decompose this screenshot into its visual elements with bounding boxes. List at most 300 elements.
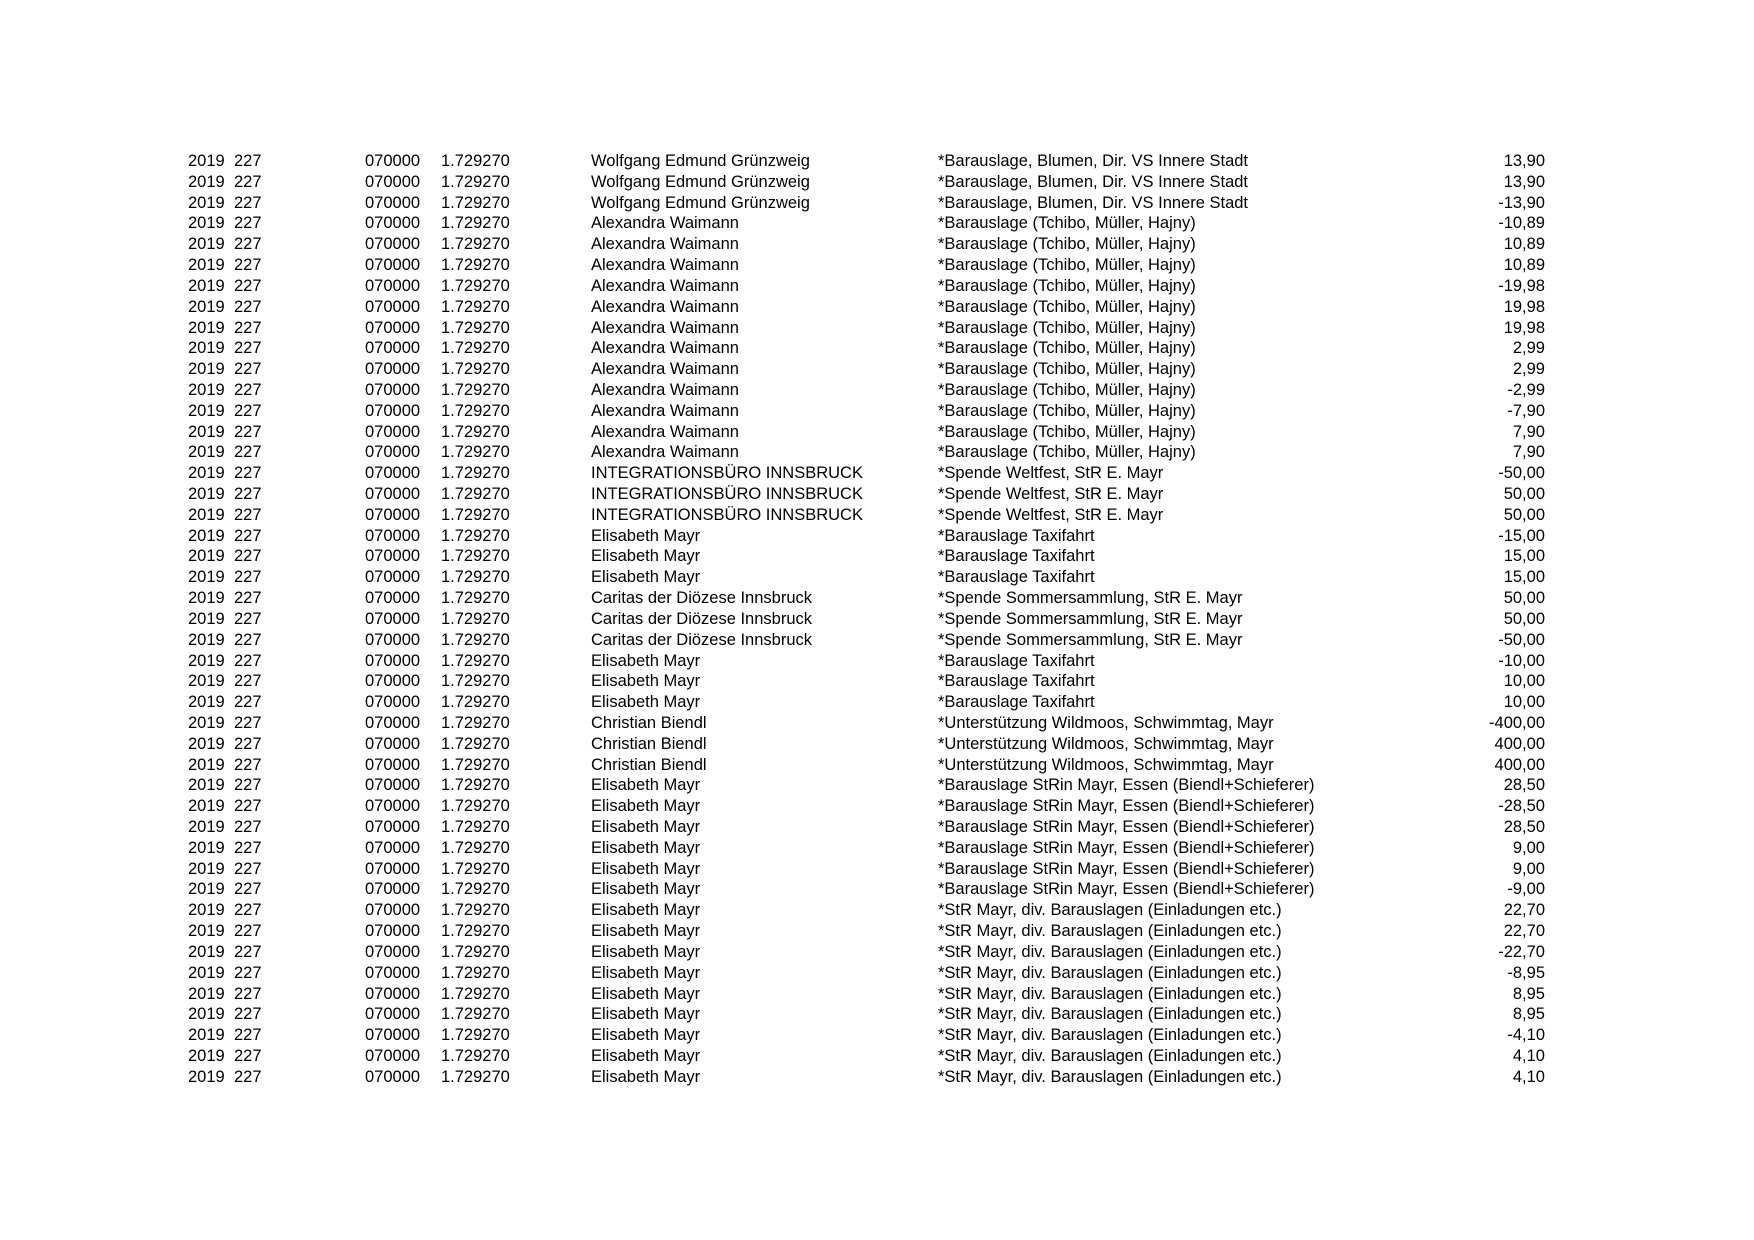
number-cell: 227: [234, 713, 262, 732]
code-cell: 070000: [365, 568, 421, 587]
table-row: [0, 318, 1754, 339]
description-cell: *StR Mayr, div. Barauslagen (Einladungen etc.): [938, 901, 1282, 920]
amount-cell: 8,95: [1512, 984, 1545, 1003]
amount-cell: 50,00: [1503, 609, 1545, 628]
number-cell: 227: [234, 797, 262, 816]
description-cell: *Barauslage StRin Mayr, Essen (Biendl+Schieferer): [938, 776, 1315, 795]
description-cell: *Barauslage Taxifahrt: [938, 693, 1095, 712]
code-cell: 070000: [365, 734, 421, 753]
table-row: [0, 879, 1754, 900]
account-cell: 1.729270: [441, 172, 510, 191]
code-cell: 070000: [365, 922, 421, 941]
ledger-table: [0, 151, 1754, 1088]
year-cell: 2019: [188, 651, 225, 670]
account-cell: 1.729270: [441, 443, 510, 462]
number-cell: 227: [234, 235, 262, 254]
amount-cell: 28,50: [1503, 818, 1545, 836]
number-cell: 227: [234, 776, 262, 795]
year-cell: 2019: [188, 1026, 225, 1045]
table-row: [0, 422, 1754, 443]
table-row: [0, 963, 1754, 984]
amount-cell: 2,99: [1512, 360, 1545, 379]
number-cell: 227: [234, 818, 262, 836]
name-cell: Elisabeth Mayr: [591, 838, 701, 857]
account-cell: 1.729270: [441, 547, 510, 566]
code-cell: 070000: [365, 318, 421, 337]
year-cell: 2019: [188, 1005, 225, 1024]
number-cell: 227: [234, 172, 262, 191]
table-row: [0, 234, 1754, 255]
number-cell: 227: [234, 1046, 262, 1065]
amount-cell: 9,00: [1512, 859, 1545, 878]
code-cell: 070000: [365, 963, 421, 982]
amount-cell: 7,90: [1512, 443, 1545, 462]
table-row: [0, 984, 1754, 1005]
table-row: [0, 775, 1754, 796]
description-cell: *Barauslage Taxifahrt: [938, 547, 1095, 566]
year-cell: 2019: [188, 214, 225, 233]
description-cell: *Barauslage, Blumen, Dir. VS Innere Stadt: [938, 152, 1249, 170]
table-row: [0, 172, 1754, 193]
number-cell: 227: [234, 755, 262, 774]
account-cell: 1.729270: [441, 963, 510, 982]
amount-cell: 7,90: [1512, 422, 1545, 441]
amount-cell: 28,50: [1503, 776, 1545, 795]
table-row: [0, 276, 1754, 297]
amount-cell: 2,99: [1512, 339, 1545, 358]
year-cell: 2019: [188, 193, 225, 212]
table-row: [0, 942, 1754, 963]
table-row: [0, 380, 1754, 401]
number-cell: 227: [234, 589, 262, 608]
account-cell: 1.729270: [441, 838, 510, 857]
amount-cell: -9,00: [1507, 880, 1545, 899]
year-cell: 2019: [188, 922, 225, 941]
number-cell: 227: [234, 547, 262, 566]
description-cell: *Barauslage (Tchibo, Müller, Hajny): [938, 256, 1196, 275]
account-cell: 1.729270: [441, 651, 510, 670]
table-row: [0, 651, 1754, 672]
name-cell: Caritas der Diözese Innsbruck: [591, 589, 813, 608]
description-cell: *Spende Sommersammlung, StR E. Mayr: [938, 630, 1243, 649]
code-cell: 070000: [365, 485, 421, 503]
number-cell: 227: [234, 360, 262, 379]
amount-cell: 19,98: [1503, 297, 1545, 316]
amount-cell: 15,00: [1503, 547, 1545, 566]
name-cell: Alexandra Waimann: [591, 256, 739, 275]
account-cell: 1.729270: [441, 713, 510, 732]
name-cell: Elisabeth Mayr: [591, 1026, 701, 1045]
table-row: [0, 838, 1754, 859]
account-cell: 1.729270: [441, 422, 510, 441]
number-cell: 227: [234, 880, 262, 899]
table-row: [0, 713, 1754, 734]
account-cell: 1.729270: [441, 776, 510, 795]
description-cell: *StR Mayr, div. Barauslagen (Einladungen etc.): [938, 922, 1282, 941]
amount-cell: 10,00: [1503, 693, 1545, 712]
description-cell: *Spende Sommersammlung, StR E. Mayr: [938, 589, 1243, 608]
name-cell: Elisabeth Mayr: [591, 942, 701, 961]
description-cell: *Unterstützung Wildmoos, Schwimmtag, Mayr: [938, 734, 1274, 753]
name-cell: Elisabeth Mayr: [591, 547, 701, 566]
code-cell: 070000: [365, 235, 421, 254]
amount-cell: 22,70: [1503, 922, 1545, 941]
description-cell: *Barauslage (Tchibo, Müller, Hajny): [938, 214, 1196, 233]
code-cell: 070000: [365, 672, 421, 691]
name-cell: Alexandra Waimann: [591, 276, 739, 295]
amount-cell: 15,00: [1503, 568, 1545, 587]
description-cell: *Barauslage StRin Mayr, Essen (Biendl+Schieferer): [938, 797, 1315, 816]
number-cell: 227: [234, 651, 262, 670]
account-cell: 1.729270: [441, 318, 510, 337]
year-cell: 2019: [188, 609, 225, 628]
code-cell: 070000: [365, 547, 421, 566]
number-cell: 227: [234, 901, 262, 920]
name-cell: Alexandra Waimann: [591, 235, 739, 254]
amount-cell: 10,89: [1503, 235, 1545, 254]
year-cell: 2019: [188, 172, 225, 191]
year-cell: 2019: [188, 859, 225, 878]
name-cell: Alexandra Waimann: [591, 360, 739, 379]
table-row: [0, 567, 1754, 588]
account-cell: 1.729270: [441, 880, 510, 899]
name-cell: Christian Biendl: [591, 713, 707, 732]
amount-cell: 50,00: [1503, 589, 1545, 608]
code-cell: 070000: [365, 901, 421, 920]
table-row: [0, 297, 1754, 318]
code-cell: 070000: [365, 755, 421, 774]
number-cell: 227: [234, 443, 262, 462]
number-cell: 227: [234, 1026, 262, 1045]
description-cell: *Spende Sommersammlung, StR E. Mayr: [938, 609, 1243, 628]
description-cell: *StR Mayr, div. Barauslagen (Einladungen etc.): [938, 1026, 1282, 1045]
code-cell: 070000: [365, 256, 421, 275]
amount-cell: 8,95: [1512, 1005, 1545, 1024]
name-cell: Elisabeth Mayr: [591, 776, 701, 795]
account-cell: 1.729270: [441, 693, 510, 712]
amount-cell: 10,00: [1503, 672, 1545, 691]
number-cell: 227: [234, 672, 262, 691]
account-cell: 1.729270: [441, 568, 510, 587]
description-cell: *StR Mayr, div. Barauslagen (Einladungen etc.): [938, 1067, 1282, 1086]
number-cell: 227: [234, 568, 262, 587]
number-cell: 227: [234, 152, 262, 170]
year-cell: 2019: [188, 505, 225, 524]
name-cell: Alexandra Waimann: [591, 380, 739, 399]
account-cell: 1.729270: [441, 755, 510, 774]
name-cell: INTEGRATIONSBÜRO INNSBRUCK: [591, 464, 863, 483]
year-cell: 2019: [188, 693, 225, 712]
name-cell: Caritas der Diözese Innsbruck: [591, 630, 813, 649]
year-cell: 2019: [188, 152, 225, 170]
number-cell: 227: [234, 630, 262, 649]
description-cell: *Barauslage StRin Mayr, Essen (Biendl+Schieferer): [938, 838, 1315, 857]
table-row: [0, 255, 1754, 276]
description-cell: *Barauslage (Tchibo, Müller, Hajny): [938, 318, 1196, 337]
table-row: [0, 359, 1754, 380]
code-cell: 070000: [365, 360, 421, 379]
code-cell: 070000: [365, 984, 421, 1003]
description-cell: *Unterstützung Wildmoos, Schwimmtag, Mayr: [938, 713, 1274, 732]
account-cell: 1.729270: [441, 734, 510, 753]
description-cell: *Barauslage (Tchibo, Müller, Hajny): [938, 401, 1196, 420]
description-cell: *Barauslage (Tchibo, Müller, Hajny): [938, 339, 1196, 358]
year-cell: 2019: [188, 797, 225, 816]
code-cell: 070000: [365, 818, 421, 836]
number-cell: 227: [234, 380, 262, 399]
name-cell: Elisabeth Mayr: [591, 880, 701, 899]
account-cell: 1.729270: [441, 818, 510, 836]
account-cell: 1.729270: [441, 401, 510, 420]
description-cell: *Barauslage StRin Mayr, Essen (Biendl+Schieferer): [938, 818, 1315, 836]
name-cell: Elisabeth Mayr: [591, 901, 701, 920]
account-cell: 1.729270: [441, 1067, 510, 1086]
amount-cell: -10,00: [1498, 651, 1545, 670]
year-cell: 2019: [188, 380, 225, 399]
table-row: [0, 1025, 1754, 1046]
amount-cell: -22,70: [1498, 942, 1545, 961]
number-cell: 227: [234, 526, 262, 545]
description-cell: *Barauslage StRin Mayr, Essen (Biendl+Schieferer): [938, 880, 1315, 899]
code-cell: 070000: [365, 776, 421, 795]
name-cell: Elisabeth Mayr: [591, 1005, 701, 1024]
number-cell: 227: [234, 401, 262, 420]
name-cell: INTEGRATIONSBÜRO INNSBRUCK: [591, 505, 863, 524]
account-cell: 1.729270: [441, 1046, 510, 1065]
code-cell: 070000: [365, 339, 421, 358]
code-cell: 070000: [365, 713, 421, 732]
year-cell: 2019: [188, 547, 225, 566]
code-cell: 070000: [365, 1067, 421, 1086]
name-cell: INTEGRATIONSBÜRO INNSBRUCK: [591, 485, 863, 503]
name-cell: Elisabeth Mayr: [591, 859, 701, 878]
description-cell: *Barauslage, Blumen, Dir. VS Innere Stadt: [938, 172, 1249, 191]
name-cell: Alexandra Waimann: [591, 297, 739, 316]
number-cell: 227: [234, 942, 262, 961]
number-cell: 227: [234, 505, 262, 524]
amount-cell: -7,90: [1507, 401, 1545, 420]
year-cell: 2019: [188, 734, 225, 753]
account-cell: 1.729270: [441, 984, 510, 1003]
number-cell: 227: [234, 464, 262, 483]
table-row: [0, 692, 1754, 713]
name-cell: Wolfgang Edmund Grünzweig: [591, 193, 810, 212]
number-cell: 227: [234, 963, 262, 982]
name-cell: Caritas der Diözese Innsbruck: [591, 609, 813, 628]
year-cell: 2019: [188, 443, 225, 462]
account-cell: 1.729270: [441, 609, 510, 628]
code-cell: 070000: [365, 630, 421, 649]
name-cell: Christian Biendl: [591, 734, 707, 753]
description-cell: *Barauslage (Tchibo, Müller, Hajny): [938, 380, 1196, 399]
account-cell: 1.729270: [441, 276, 510, 295]
name-cell: Christian Biendl: [591, 755, 707, 774]
year-cell: 2019: [188, 672, 225, 691]
table-row: [0, 671, 1754, 692]
account-cell: 1.729270: [441, 859, 510, 878]
description-cell: *StR Mayr, div. Barauslagen (Einladungen etc.): [938, 1005, 1282, 1024]
amount-cell: 4,10: [1512, 1046, 1545, 1065]
name-cell: Wolfgang Edmund Grünzweig: [591, 152, 810, 170]
name-cell: Elisabeth Mayr: [591, 1067, 701, 1086]
number-cell: 227: [234, 859, 262, 878]
year-cell: 2019: [188, 901, 225, 920]
table-row: [0, 546, 1754, 567]
description-cell: *Barauslage Taxifahrt: [938, 568, 1095, 587]
code-cell: 070000: [365, 693, 421, 712]
number-cell: 227: [234, 297, 262, 316]
code-cell: 070000: [365, 214, 421, 233]
name-cell: Alexandra Waimann: [591, 422, 739, 441]
account-cell: 1.729270: [441, 1026, 510, 1045]
code-cell: 070000: [365, 443, 421, 462]
account-cell: 1.729270: [441, 672, 510, 691]
amount-cell: -2,99: [1507, 380, 1545, 399]
code-cell: 070000: [365, 526, 421, 545]
account-cell: 1.729270: [441, 193, 510, 212]
table-row: [0, 817, 1754, 838]
code-cell: 070000: [365, 1005, 421, 1024]
amount-cell: -13,90: [1498, 193, 1545, 212]
description-cell: *Barauslage Taxifahrt: [938, 526, 1095, 545]
code-cell: 070000: [365, 838, 421, 857]
year-cell: 2019: [188, 297, 225, 316]
number-cell: 227: [234, 422, 262, 441]
description-cell: *Spende Weltfest, StR E. Mayr: [938, 485, 1164, 503]
table-row: [0, 755, 1754, 776]
account-cell: 1.729270: [441, 797, 510, 816]
year-cell: 2019: [188, 1046, 225, 1065]
table-row: [0, 630, 1754, 651]
description-cell: *Unterstützung Wildmoos, Schwimmtag, Mayr: [938, 755, 1274, 774]
amount-cell: 400,00: [1494, 734, 1545, 753]
table-row: [0, 1004, 1754, 1025]
table-row: [0, 921, 1754, 942]
code-cell: 070000: [365, 152, 421, 170]
account-cell: 1.729270: [441, 464, 510, 483]
description-cell: *Barauslage (Tchibo, Müller, Hajny): [938, 360, 1196, 379]
description-cell: *Barauslage (Tchibo, Müller, Hajny): [938, 297, 1196, 316]
code-cell: 070000: [365, 880, 421, 899]
amount-cell: 22,70: [1503, 901, 1545, 920]
code-cell: 070000: [365, 380, 421, 399]
description-cell: *Barauslage Taxifahrt: [938, 651, 1095, 670]
table-row: [0, 505, 1754, 526]
code-cell: 070000: [365, 651, 421, 670]
name-cell: Elisabeth Mayr: [591, 984, 701, 1003]
table-row: [0, 442, 1754, 463]
year-cell: 2019: [188, 568, 225, 587]
table-row: [0, 484, 1754, 505]
year-cell: 2019: [188, 755, 225, 774]
number-cell: 227: [234, 485, 262, 503]
year-cell: 2019: [188, 401, 225, 420]
account-cell: 1.729270: [441, 339, 510, 358]
account-cell: 1.729270: [441, 380, 510, 399]
amount-cell: 50,00: [1503, 505, 1545, 524]
code-cell: 070000: [365, 401, 421, 420]
account-cell: 1.729270: [441, 589, 510, 608]
name-cell: Elisabeth Mayr: [591, 568, 701, 587]
account-cell: 1.729270: [441, 360, 510, 379]
year-cell: 2019: [188, 235, 225, 254]
table-row: [0, 859, 1754, 880]
year-cell: 2019: [188, 485, 225, 503]
year-cell: 2019: [188, 942, 225, 961]
amount-cell: -50,00: [1498, 630, 1545, 649]
year-cell: 2019: [188, 422, 225, 441]
number-cell: 227: [234, 984, 262, 1003]
name-cell: Elisabeth Mayr: [591, 672, 701, 691]
name-cell: Alexandra Waimann: [591, 443, 739, 462]
year-cell: 2019: [188, 1067, 225, 1086]
table-row: [0, 1046, 1754, 1067]
year-cell: 2019: [188, 713, 225, 732]
account-cell: 1.729270: [441, 256, 510, 275]
amount-cell: -4,10: [1507, 1026, 1545, 1045]
name-cell: Elisabeth Mayr: [591, 922, 701, 941]
account-cell: 1.729270: [441, 942, 510, 961]
number-cell: 227: [234, 609, 262, 628]
amount-cell: 4,10: [1512, 1067, 1545, 1086]
name-cell: Elisabeth Mayr: [591, 797, 701, 816]
code-cell: 070000: [365, 589, 421, 608]
year-cell: 2019: [188, 838, 225, 857]
table-row: [0, 609, 1754, 630]
description-cell: *Barauslage (Tchibo, Müller, Hajny): [938, 235, 1196, 254]
code-cell: 070000: [365, 276, 421, 295]
account-cell: 1.729270: [441, 922, 510, 941]
description-cell: *Spende Weltfest, StR E. Mayr: [938, 505, 1164, 524]
code-cell: 070000: [365, 297, 421, 316]
amount-cell: 13,90: [1503, 152, 1545, 170]
account-cell: 1.729270: [441, 152, 510, 170]
code-cell: 070000: [365, 1026, 421, 1045]
name-cell: Wolfgang Edmund Grünzweig: [591, 172, 810, 191]
description-cell: *Barauslage (Tchibo, Müller, Hajny): [938, 276, 1196, 295]
code-cell: 070000: [365, 172, 421, 191]
code-cell: 070000: [365, 193, 421, 212]
year-cell: 2019: [188, 630, 225, 649]
table-row: [0, 900, 1754, 921]
code-cell: 070000: [365, 859, 421, 878]
table-row: [0, 213, 1754, 234]
account-cell: 1.729270: [441, 297, 510, 316]
number-cell: 227: [234, 339, 262, 358]
account-cell: 1.729270: [441, 526, 510, 545]
name-cell: Alexandra Waimann: [591, 401, 739, 420]
year-cell: 2019: [188, 339, 225, 358]
number-cell: 227: [234, 193, 262, 212]
table-row: [0, 734, 1754, 755]
code-cell: 070000: [365, 797, 421, 816]
year-cell: 2019: [188, 256, 225, 275]
amount-cell: -10,89: [1498, 214, 1545, 233]
year-cell: 2019: [188, 318, 225, 337]
amount-cell: -15,00: [1498, 526, 1545, 545]
table-row: [0, 193, 1754, 214]
year-cell: 2019: [188, 880, 225, 899]
amount-cell: -8,95: [1507, 963, 1545, 982]
description-cell: *Barauslage, Blumen, Dir. VS Innere Stadt: [938, 193, 1249, 212]
year-cell: 2019: [188, 464, 225, 483]
description-cell: *Spende Weltfest, StR E. Mayr: [938, 464, 1164, 483]
name-cell: Elisabeth Mayr: [591, 818, 701, 836]
amount-cell: 50,00: [1503, 485, 1545, 503]
code-cell: 070000: [365, 942, 421, 961]
name-cell: Elisabeth Mayr: [591, 693, 701, 712]
description-cell: *Barauslage StRin Mayr, Essen (Biendl+Schieferer): [938, 859, 1315, 878]
